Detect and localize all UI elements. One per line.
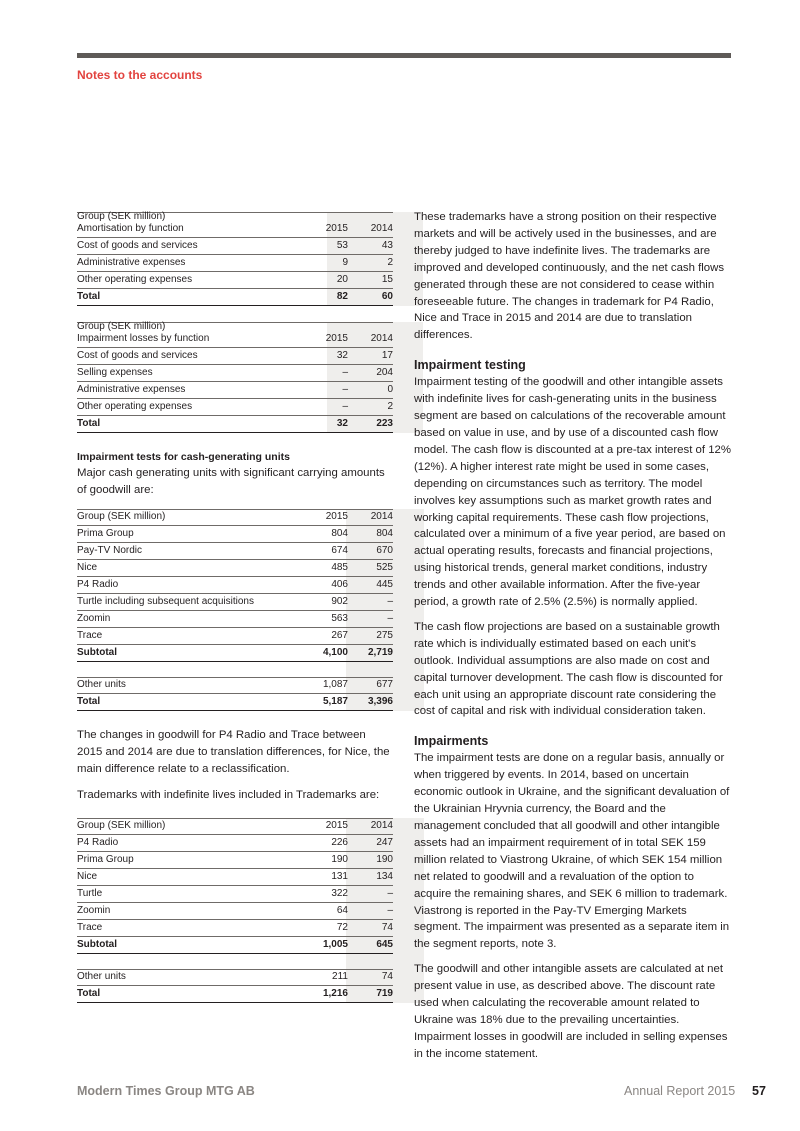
table-row: Other operating expenses 20 15 bbox=[77, 272, 393, 289]
impairment-losses-table bbox=[77, 322, 393, 433]
trademarks-paragraph: These trademarks have a strong position on their respective markets and will be actively used in the businesses, and are thereby judged to have indefinite lives. The trademarks are improved and developed continuously, and the net cash flows generated through these are not considered to cease within foreseeable future. The changes in trademark for P4 Radio, Nice and Trace in 2015 and 2014 are due to translation differences. bbox=[414, 211, 725, 342]
table-subtotal-row: Subtotal 4,100 2,719 bbox=[77, 645, 393, 662]
table-row: Zoomin 64 – bbox=[77, 903, 393, 920]
table-total-row: Total 1,216 719 bbox=[77, 986, 393, 1003]
table-row: Nice 485 525 bbox=[77, 560, 393, 577]
table-row: Turtle 322 – bbox=[77, 886, 393, 903]
table-subtotal-row: Subtotal 1,005 645 bbox=[77, 937, 393, 954]
table-total-row: Total 5,187 3,396 bbox=[77, 694, 393, 711]
impairment-testing-heading: Impairment testing bbox=[414, 358, 526, 373]
table-row: Other units 211 74 bbox=[77, 969, 393, 986]
goodwill-table bbox=[77, 509, 393, 711]
table-row: Selling expenses – 204 bbox=[77, 365, 393, 382]
table-header: Group (SEK million) 2015 2014 bbox=[77, 509, 393, 526]
impairment-tests-heading: Impairment tests for cash-generating units bbox=[77, 451, 290, 463]
table-row: Administrative expenses – 0 bbox=[77, 382, 393, 399]
table-row: Prima Group 804 804 bbox=[77, 526, 393, 543]
table-total-row: Total 32 223 bbox=[77, 416, 393, 433]
trademarks-table bbox=[77, 818, 393, 1003]
table-row: Other units 1,087 677 bbox=[77, 677, 393, 694]
footer-company: Modern Times Group MTG AB bbox=[77, 1084, 255, 1098]
trademarks-intro: Trademarks with indefinite lives included in Trademarks are: bbox=[77, 789, 380, 801]
page-number: 57 bbox=[752, 1084, 766, 1098]
right-column bbox=[414, 209, 732, 1071]
table-row: P4 Radio 226 247 bbox=[77, 835, 393, 852]
table-row: Other operating expenses – 2 bbox=[77, 399, 393, 416]
table-row: Trace 72 74 bbox=[77, 920, 393, 937]
table-header: Group (SEK million) Impairment losses by function 2015 2014 bbox=[77, 322, 393, 348]
left-column bbox=[77, 212, 393, 1003]
impairments-heading: Impairments bbox=[414, 734, 489, 749]
table-row: Trace 267 275 bbox=[77, 628, 393, 645]
section-title: Notes to the accounts bbox=[77, 68, 203, 82]
table-header: Group (SEK million) Amortisation by function 2015 2014 bbox=[77, 212, 393, 238]
impairment-testing-paragraph: Impairment testing of the goodwill and other intangible assets with indefinite lives for cash-generating units in the business segment are based on calculations of the recoverable amount based on value in use, and by use of a discounted cash flow model. The cash flow is discounted at a pre-tax interest of 12% (12%). A higher interest rate might be used in some cases, depending on circumstances such as territory. The model involves key assumptions such as market growth rates and working capital requirements. These cash flow projections, calculated over a minimum of a five year period, are based on actual operating results, forecasts and financial projections, using historical trends, general market conditions, industry trends and other available information. After the five-year period, a growth rate of 2.5% (2.5%) is normally applied. bbox=[414, 376, 731, 609]
table-row: Nice 131 134 bbox=[77, 869, 393, 886]
table-row: Zoomin 563 – bbox=[77, 611, 393, 628]
table-row: Prima Group 190 190 bbox=[77, 852, 393, 869]
table-total-row: Total 82 60 bbox=[77, 289, 393, 306]
table-row: Administrative expenses 9 2 bbox=[77, 255, 393, 272]
goodwill-changes-text: The changes in goodwill for P4 Radio and Trace between 2015 and 2014 are due to translation differences, for Nice, the main difference relate to a reclassification. bbox=[77, 729, 390, 775]
impairments-paragraph: The impairment tests are done on a regular basis, annually or when triggered by events. In 2014, based on uncertain economic outlook in Ukraine, and the significant devaluation of the Ukrainian Hryvnia currency, the Board and the management concluded that all goodwill and other intangible assets had an impairment requirement of in total SEK 159 million related to Viastrong Ukraine, of which SEK 154 million net related to goodwill and a revaluation of the option to acquire the remaining shares, and SEK 6 million to trademark. Viastrong is reported in the Pay-TV Emerging Markets segment. The impairment was presented as a separate item in the segment reports, note 3. bbox=[414, 752, 730, 951]
amortisation-table bbox=[77, 212, 393, 306]
table-row: Pay-TV Nordic 674 670 bbox=[77, 543, 393, 560]
top-rule bbox=[77, 53, 731, 58]
impairment-tests-intro: Major cash generating units with significant carrying amounts of goodwill are: bbox=[77, 467, 385, 496]
footer-report: Annual Report 2015 bbox=[624, 1084, 736, 1098]
table-header: Group (SEK million) 2015 2014 bbox=[77, 818, 393, 835]
table-row: Cost of goods and services 32 17 bbox=[77, 348, 393, 365]
table-row: P4 Radio 406 445 bbox=[77, 577, 393, 594]
goodwill-npv-paragraph: The goodwill and other intangible assets are calculated at net present value in use, as described above. The discount rate used when calculating the recoverable amount related to Ukraine was 18% due to the prevailing uncertainties. Impairment losses in goodwill are included in selling expenses in the income statement. bbox=[414, 963, 728, 1060]
cash-flow-paragraph: The cash flow projections are based on a sustainable growth rate which is individually estimated based on each unit's outlook. Individual assumptions are also made on cost and capital turnover development. The cash flow is discounted for each unit using an appropriate discount rate considering the cost of capital and risk with individual consideration taken. bbox=[414, 620, 723, 718]
table-row: Turtle including subsequent acquisitions 902 – bbox=[77, 594, 393, 611]
table-row: Cost of goods and services 53 43 bbox=[77, 238, 393, 255]
